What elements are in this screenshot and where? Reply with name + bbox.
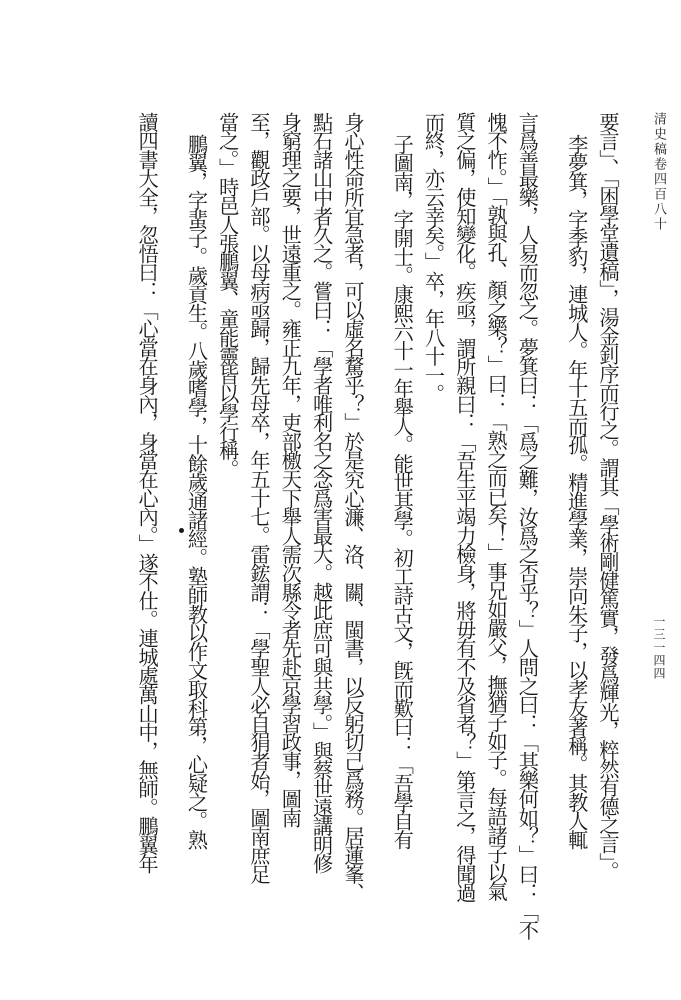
text-column: 子圖南，字開士。康熙六十一年舉人。能世其學。初工詩古文，旣而歎曰：「吾學自有 [390,134,415,849]
text-column: 身心性命所宜急者，可以虛名騖乎？」於是究心濂、洛、關、閩書，以反躬切己爲務。居蓮峯、 [340,112,365,902]
ink-dot [179,528,184,533]
text-column: 當之。」時邑人張鵬翼、童能靈皆以學行稱。 [215,112,240,478]
text-column: 點石諸山中者久之。嘗曰：「學者唯利名之念爲害最大。越此庶可與共學。」與蔡世遠講明修 [309,112,334,873]
text-column: 愧不怍。」「孰與孔、顏之樂？」曰：「熟之而已矣！」事兄如嚴父，撫猶子如子。每語諸子以氣 [484,112,509,901]
text-column: 身窮理之要，世遠重之。雍正九年，吏部檄天下舉人需次縣令者先赴京學習政事，圖南 [278,112,303,827]
text-column: 要言」、「困學堂遺稿」，湯金釗序而行之。謂其「學術剛健篤實，發爲輝光，粹然有德之言」。 [596,112,620,881]
vertical-text-body [58,112,623,942]
text-column: 至，觀政戶部。以母病亟歸，歸先母卒，年五十七。雷鋐謂：「學聖人必自狷者始，圖南庶足 [247,112,272,883]
running-header-title: 清史稿卷四百八十 [651,112,666,232]
text-column: 李夢箕，字季豹，連城人。年十五而孤。精進學業，崇向朱子，以孝友著稱。其教人輒 [564,134,589,849]
text-column: 而終，亦云幸矣。」卒，年八十一。 [421,112,446,403]
text-column: 質之偏，使知變化。疾亟，謂所親曰：「吾生平竭力檢身，將毋有不及省者？」第言之，得聞過 [452,112,477,902]
text-column: 鵬翼，字蜚子。歲貢生。八歲嗜學，十餘歲通諸經。塾師教以作文取科第，心疑之。熟 [184,134,209,849]
text-column: 讀四書大全，忽悟曰：「心當在身內，身當在心內。」遂不仕。連城處萬山中，無師。鵬翼年 [135,112,160,873]
text-column: 言爲善最樂，人易而忽之。夢箕曰：「爲之難，汝爲之否乎？」人問之曰：「其樂何如？」曰：「不 [515,112,540,940]
page-number: 一三一四四 [652,615,666,680]
